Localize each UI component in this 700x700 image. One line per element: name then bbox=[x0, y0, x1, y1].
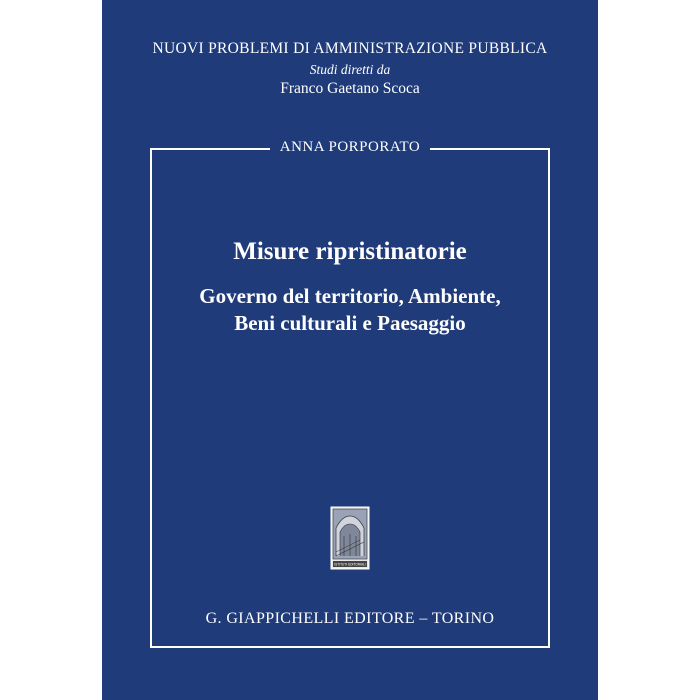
book-title: Misure ripristinatorie bbox=[233, 238, 467, 265]
subtitle-line-2: Beni culturali e Paesaggio bbox=[234, 311, 466, 335]
subtitle-line-1: Governo del territorio, Ambiente, bbox=[199, 284, 501, 308]
cover-frame bbox=[150, 148, 550, 648]
book-subtitle bbox=[102, 283, 598, 337]
frame-top-right-line bbox=[430, 148, 550, 150]
series-title: NUOVI PROBLEMI DI AMMINISTRAZIONE PUBBLICA bbox=[152, 40, 548, 57]
directed-by-label: Studi diretti da bbox=[309, 62, 391, 77]
author-name: ANNA PORPORATO bbox=[279, 139, 421, 155]
logo-caption: ISTITUTI EDITORIALI bbox=[334, 562, 366, 567]
publisher-name: G. GIAPPICHELLI EDITORE – TORINO bbox=[205, 610, 495, 627]
publisher-logo-icon bbox=[330, 506, 370, 570]
book-cover bbox=[102, 0, 598, 700]
series-editor: Franco Gaetano Scoca bbox=[280, 80, 420, 97]
frame-top-left-line bbox=[150, 148, 270, 150]
